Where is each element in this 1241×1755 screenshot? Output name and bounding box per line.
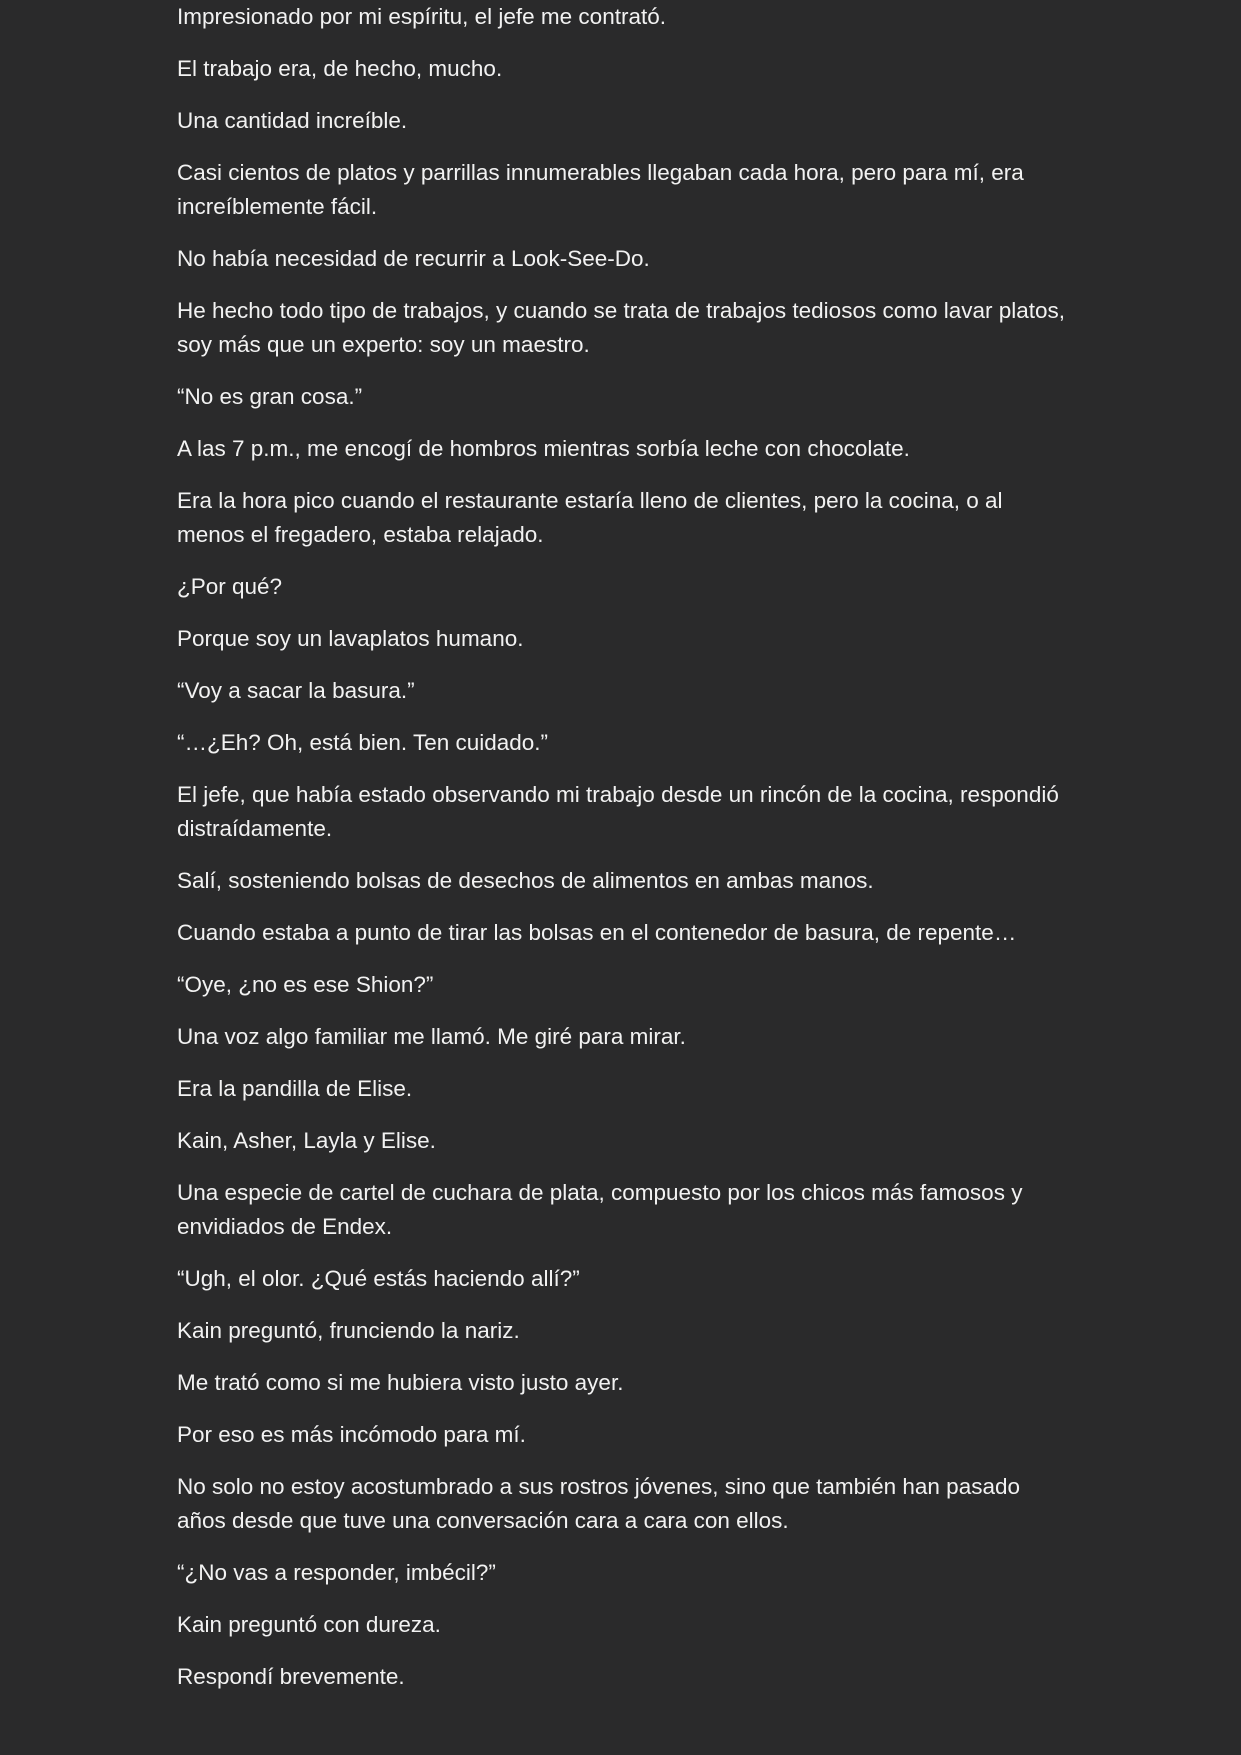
paragraph: “Voy a sacar la basura.”: [177, 678, 415, 703]
paragraph: El trabajo era, de hecho, mucho.: [177, 56, 503, 81]
paragraph: El jefe, que había estado observando mi trabajo desde un rincón de la cocina, respondió distraídamente.: [177, 782, 1059, 841]
paragraph: Impresionado por mi espíritu, el jefe me contrató.: [177, 4, 666, 29]
reading-content: [177, 0, 1067, 1712]
paragraph: Kain, Asher, Layla y Elise.: [177, 1128, 436, 1153]
paragraph: No había necesidad de recurrir a Look-See-Do.: [177, 246, 650, 271]
paragraph: Una especie de cartel de cuchara de plata, compuesto por los chicos más famosos y envidiados de Endex.: [177, 1180, 1023, 1239]
paragraph: Por eso es más incómodo para mí.: [177, 1422, 526, 1447]
paragraph: He hecho todo tipo de trabajos, y cuando se trata de trabajos tediosos como lavar platos, soy más que un experto: soy un maestro.: [177, 298, 1066, 357]
paragraph: Casi cientos de platos y parrillas innumerables llegaban cada hora, pero para mí, era increíblemente fácil.: [177, 160, 1024, 219]
paragraph: Cuando estaba a punto de tirar las bolsas en el contenedor de basura, de repente…: [177, 920, 1017, 945]
paragraph: Kain preguntó con dureza.: [177, 1612, 441, 1637]
paragraph: Kain preguntó, frunciendo la nariz.: [177, 1318, 520, 1343]
paragraph: Me trató como si me hubiera visto justo ayer.: [177, 1370, 624, 1395]
paragraph: Porque soy un lavaplatos humano.: [177, 626, 524, 651]
paragraph: ¿Por qué?: [177, 574, 283, 599]
paragraph: Salí, sosteniendo bolsas de desechos de alimentos en ambas manos.: [177, 868, 874, 893]
paragraph: No solo no estoy acostumbrado a sus rostros jóvenes, sino que también han pasado años desde que tuve una conversación cara a cara con ellos.: [177, 1474, 1021, 1533]
paragraph: Una voz algo familiar me llamó. Me giré para mirar.: [177, 1024, 686, 1049]
paragraph: Una cantidad increíble.: [177, 108, 408, 133]
paragraph: A las 7 p.m., me encogí de hombros mientras sorbía leche con chocolate.: [177, 436, 910, 461]
paragraph: Respondí brevemente.: [177, 1664, 405, 1689]
paragraph: Era la hora pico cuando el restaurante estaría lleno de clientes, pero la cocina, o al menos el fregadero, estaba relajado.: [177, 488, 1003, 547]
paragraph: “Oye, ¿no es ese Shion?”: [177, 972, 434, 997]
paragraph: “…¿Eh? Oh, está bien. Ten cuidado.”: [177, 730, 549, 755]
paragraph: “¿No vas a responder, imbécil?”: [177, 1560, 496, 1585]
paragraph: Era la pandilla de Elise.: [177, 1076, 413, 1101]
paragraph: “Ugh, el olor. ¿Qué estás haciendo allí?”: [177, 1266, 580, 1291]
paragraph: “No es gran cosa.”: [177, 384, 363, 409]
